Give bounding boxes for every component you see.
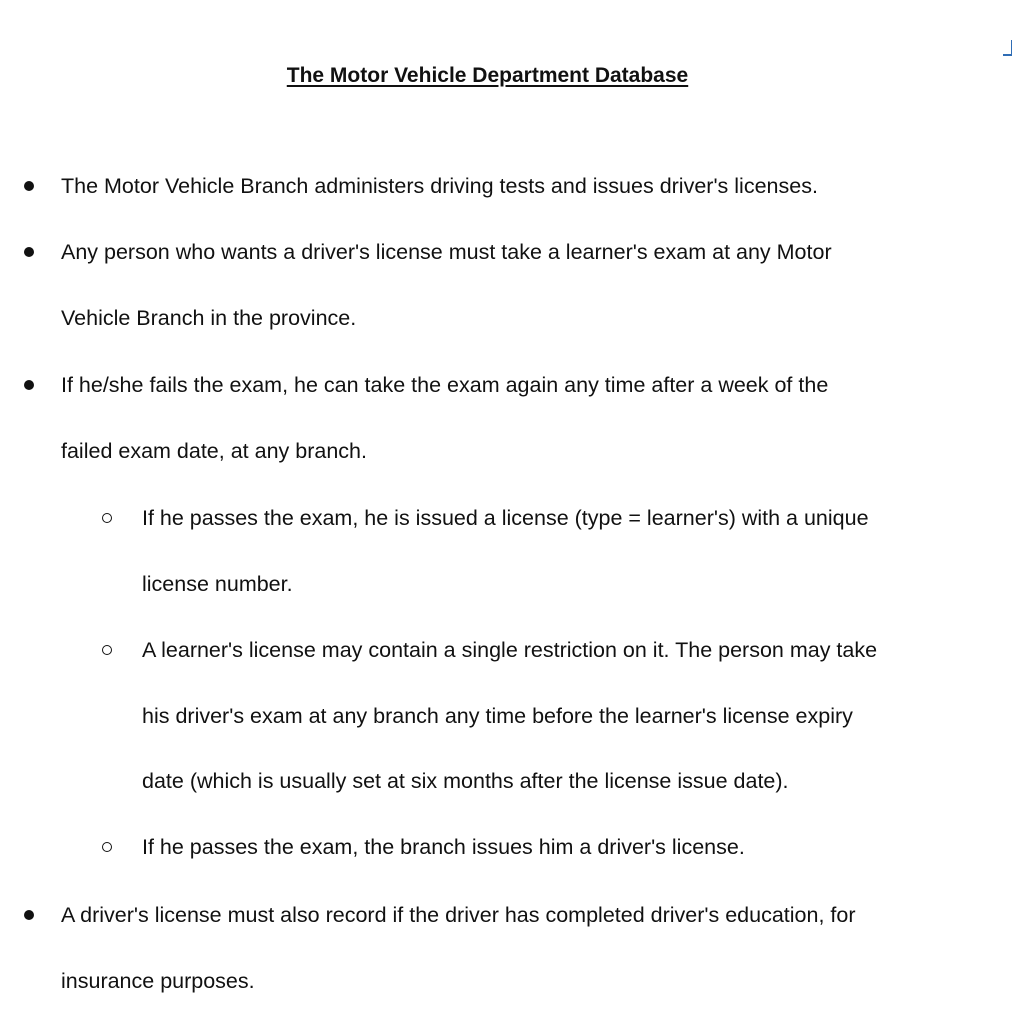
sub-bullet-icon bbox=[102, 645, 112, 655]
sub-item-1-line-2: license number. bbox=[142, 572, 293, 596]
bullet-4-line-2: insurance purposes. bbox=[61, 969, 255, 993]
sub-item-3-line-1: If he passes the exam, the branch issues him a driver's license. bbox=[142, 835, 745, 859]
sub-bullet-icon bbox=[102, 513, 112, 523]
sub-item-2-line-2: his driver's exam at any branch any time before the learner's license expiry bbox=[142, 704, 853, 728]
bullet-icon bbox=[24, 247, 34, 257]
sub-item-2-line-1: A learner's license may contain a single restriction on it. The person may take bbox=[142, 638, 878, 662]
bullet-icon bbox=[24, 181, 34, 191]
bullet-2-line-2: Vehicle Branch in the province. bbox=[61, 306, 357, 330]
bullet-2-line-1: Any person who wants a driver's license must take a learner's exam at any Motor bbox=[61, 240, 832, 264]
bullet-icon bbox=[24, 380, 34, 390]
bullet-3-line-1: If he/she fails the exam, he can take the exam again any time after a week of the bbox=[61, 373, 829, 397]
page-title: The Motor Vehicle Department Database bbox=[286, 64, 689, 87]
bullet-1-line-1: The Motor Vehicle Branch administers driving tests and issues driver's licenses. bbox=[61, 174, 818, 198]
corner-edit-mark bbox=[1003, 40, 1012, 56]
bullet-4-line-1: A driver's license must also record if the driver has completed driver's education, for bbox=[61, 903, 856, 927]
sub-item-1-line-1: If he passes the exam, he is issued a license (type = learner's) with a unique bbox=[142, 506, 869, 530]
sub-bullet-icon bbox=[102, 842, 112, 852]
bullet-3-line-2: failed exam date, at any branch. bbox=[61, 439, 367, 463]
bullet-icon bbox=[24, 910, 34, 920]
sub-item-2-line-3: date (which is usually set at six months after the license issue date). bbox=[142, 769, 789, 793]
